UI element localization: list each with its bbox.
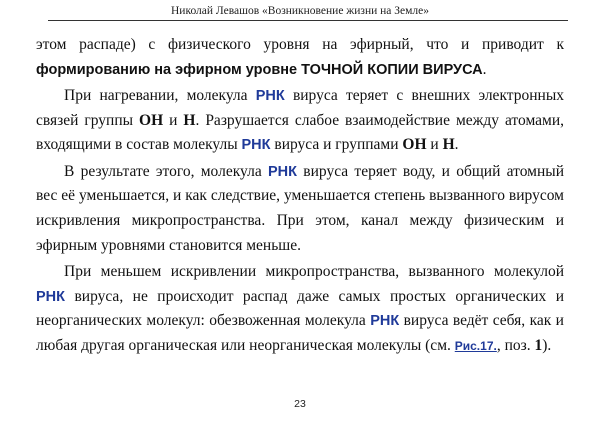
text-span: и (426, 136, 443, 154)
figure-link[interactable]: Рис.17. (454, 338, 497, 353)
text-span: . (454, 136, 459, 154)
running-header: Николай Левашов «Возникновение жизни на Земле» (170, 5, 429, 17)
paragraph-3 (36, 160, 564, 258)
paragraph-4 (36, 260, 564, 358)
text-span: . (482, 60, 487, 78)
rnk-term: РНК (268, 163, 297, 180)
paragraph-1 (36, 33, 564, 82)
text-span: вируса и группами (270, 136, 403, 154)
page-number: 23 (294, 398, 306, 410)
h-term: Н (183, 111, 196, 129)
text-span: этом распаде) с физического уровня на эфирный, что и приводит к (36, 36, 564, 53)
text-span: вируса ведёт себя, как и любая другая органическая или неорганическая молекулы (см. (36, 312, 564, 354)
text-span: В результате этого, молекула (64, 162, 268, 180)
oh-term: ОН (139, 111, 164, 129)
oh-term: ОН (402, 136, 427, 154)
text-span: и (163, 111, 184, 129)
rnk-term: РНК (241, 137, 271, 154)
text-span: . Разрушается слабое взаимодействие между атомами, входящими в состав молекулы (36, 111, 565, 154)
paragraph-2 (36, 84, 564, 158)
document-body (36, 33, 564, 360)
text-span: ). (542, 336, 552, 354)
text-span: вируса теряет воду, и общий атомный вес её уменьшается, и как следствие, уменьшается степень вызванного вирусом искривления микропространства. При этом, канал между физическим и эфирным уровнями становится меньше. (36, 162, 564, 254)
text-span: При нагревании, молекула (64, 87, 256, 105)
h-term: Н (442, 136, 455, 154)
text-span: При меньшем искривлении микропространства, вызванного молекулой (64, 263, 564, 281)
rnk-term: РНК (370, 313, 400, 330)
position-number: 1 (534, 336, 543, 354)
text-span: вируса, не происходит распад даже самых простых органических и неорганических молекул: обезвоженная молекула (36, 287, 564, 330)
emphasis-text: формированию на эфирном уровне ТОЧНОЙ КОПИИ ВИРУСА (36, 61, 483, 78)
header-divider (48, 20, 568, 21)
rnk-term: РНК (36, 288, 65, 305)
rnk-term: РНК (255, 88, 285, 105)
text-span: вируса теряет с внешних электронных связей группы (36, 87, 564, 129)
text-span: , поз. (496, 336, 535, 354)
